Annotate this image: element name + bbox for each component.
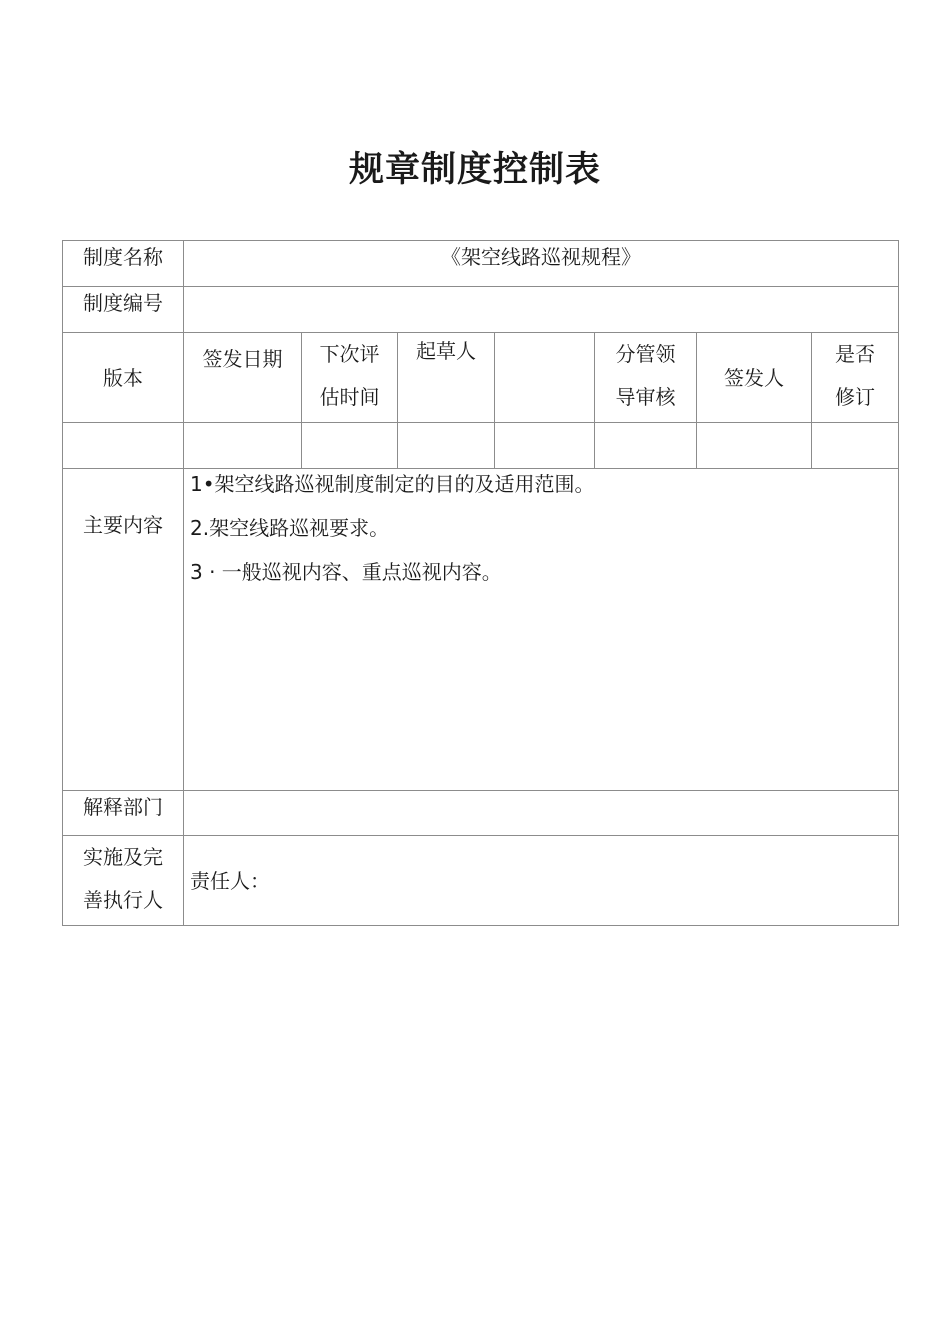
name-label: 制度名称 <box>83 245 163 269</box>
leader-review-label-line1: 分管领 <box>615 342 676 366</box>
number-value-cell <box>184 287 899 333</box>
executor-label-line1: 实施及完 <box>83 845 163 869</box>
revised-label-line2: 修订 <box>835 385 876 409</box>
row-interpret-dept <box>63 791 899 836</box>
drafter-value-cell-2 <box>398 423 495 469</box>
executor-label-line2: 善执行人 <box>83 888 163 912</box>
main-content-item-2: 2.架空线路巡视要求。 <box>190 516 390 540</box>
name-label-cell <box>63 241 184 287</box>
version-label-cell <box>63 333 184 423</box>
revised-label-line1: 是否 <box>835 342 876 366</box>
signer-value-cell <box>697 423 812 469</box>
executor-value-cell <box>184 836 899 926</box>
blank-value-cell <box>495 423 595 469</box>
number-label: 制度编号 <box>83 291 163 315</box>
executor-label-cell <box>63 836 184 926</box>
next-eval-label-line2: 估时间 <box>319 385 380 409</box>
signer-label: 签发人 <box>724 365 784 390</box>
version-label: 版本 <box>103 365 143 390</box>
drafter-label: 起草人 <box>416 339 476 363</box>
next-eval-value-cell <box>302 423 398 469</box>
row-executor <box>63 836 899 926</box>
main-content-item-1: 1•架空线路巡视制度制定的目的及适用范围。 <box>190 472 595 496</box>
responsible-label: 责任人： <box>190 868 270 893</box>
main-content-label: 主要内容 <box>83 513 163 537</box>
signer-label-cell <box>697 333 812 423</box>
row-number <box>63 287 899 333</box>
number-label-cell <box>63 287 184 333</box>
page-title: 规章制度控制表 <box>348 150 601 190</box>
next-eval-label-cell <box>302 333 398 423</box>
name-value-cell <box>184 241 899 287</box>
next-eval-label-line1: 下次评 <box>319 342 380 366</box>
leader-review-label-cell <box>595 333 697 423</box>
version-value-cell <box>63 423 184 469</box>
drafter-value-cell <box>495 333 595 423</box>
interpret-dept-label: 解释部门 <box>83 795 163 819</box>
main-content-cell <box>184 469 899 791</box>
revised-label-cell <box>812 333 899 423</box>
revised-value-cell <box>812 423 899 469</box>
interpret-dept-label-cell <box>63 791 184 836</box>
control-form-table <box>62 240 899 926</box>
row-main-content <box>63 469 899 791</box>
drafter-label-cell <box>398 333 495 423</box>
main-content-label-cell <box>63 469 184 791</box>
interpret-dept-value-cell <box>184 791 899 836</box>
main-content-item-3: 3 · 一般巡视内容、重点巡视内容。 <box>190 560 502 584</box>
sign-date-value-cell <box>184 423 302 469</box>
leader-review-label-line2: 导审核 <box>615 385 676 409</box>
leader-review-value-cell <box>595 423 697 469</box>
row-version-header <box>63 333 899 423</box>
name-value: 《架空线路巡视规程》 <box>441 245 642 269</box>
row-name <box>63 241 899 287</box>
sign-date-label-cell <box>184 333 302 423</box>
row-version-values <box>63 423 899 469</box>
sign-date-label: 签发日期 <box>202 347 283 371</box>
